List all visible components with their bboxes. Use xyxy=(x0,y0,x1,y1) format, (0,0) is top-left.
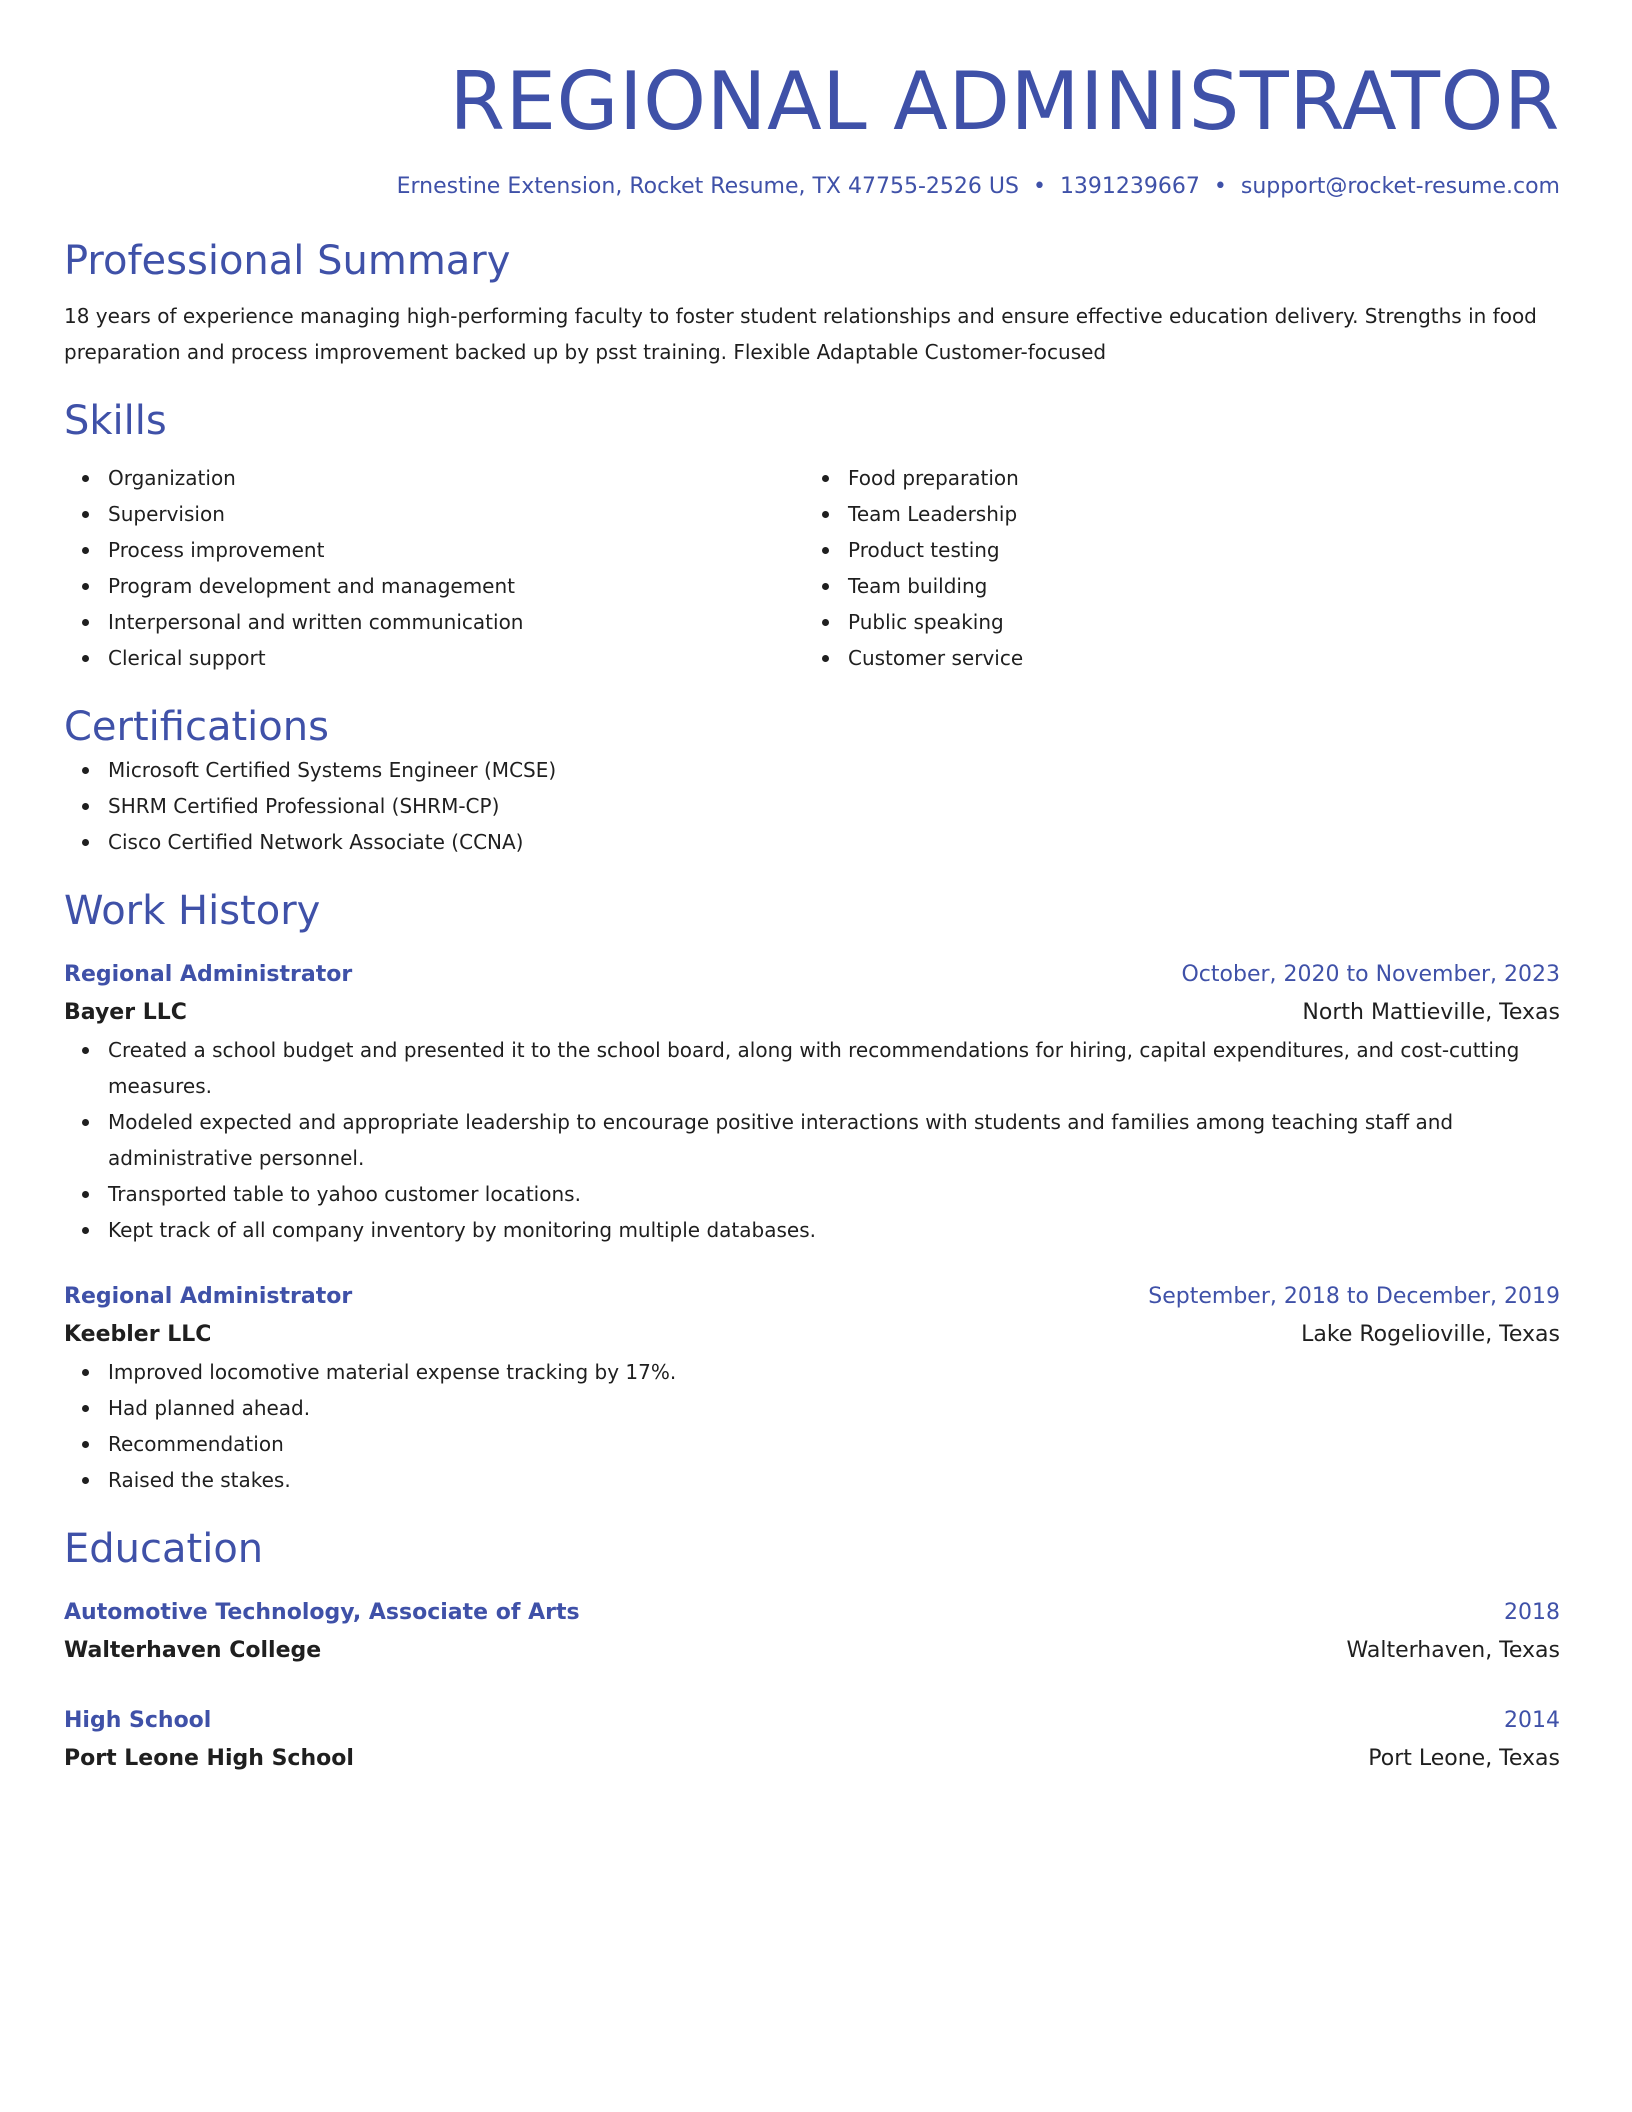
skill-item: Product testing xyxy=(848,532,1544,568)
job-bullet: Improved locomotive material expense tracking by 17%. xyxy=(108,1354,1560,1390)
job-bullet: Created a school budget and presented it to the school board, along with recommendations for hiring, capital expenditures, and cost-cutting measures. xyxy=(108,1032,1560,1104)
education-entry-subheader xyxy=(64,1632,1560,1670)
skill-item: Interpersonal and written communication xyxy=(108,604,804,640)
job-company: Keebler LLC xyxy=(64,1322,212,1347)
job-dates: October, 2020 to November, 2023 xyxy=(1181,962,1560,987)
education-entry-header xyxy=(64,1702,1560,1740)
education-school: Port Leone High School xyxy=(64,1746,354,1771)
certification-item: Microsoft Certified Systems Engineer (MCSE) xyxy=(108,752,1560,788)
education-entry xyxy=(64,1594,1560,1670)
skill-item: Program development and management xyxy=(108,568,804,604)
work-entry-subheader xyxy=(64,1316,1560,1354)
section-title-skills: Skills xyxy=(64,398,167,444)
skills-columns xyxy=(64,460,1560,676)
job-bullet: Kept track of all company inventory by monitoring multiple databases. xyxy=(108,1212,1560,1248)
work-entry-header xyxy=(64,1278,1560,1316)
education-location: Walterhaven, Texas xyxy=(1346,1638,1560,1663)
skill-item: Food preparation xyxy=(848,460,1544,496)
summary-text: 18 years of experience managing high-performing faculty to foster student relationships and ensure effective education delivery. Strengths in food preparation and process improvement backed up by psst training. Flexible Adaptable Customer-focused xyxy=(64,304,1537,364)
skill-item: Team Leadership xyxy=(848,496,1544,532)
job-bullet: Raised the stakes. xyxy=(108,1462,1560,1498)
job-bullet: Had planned ahead. xyxy=(108,1390,1560,1426)
section-title-summary: Professional Summary xyxy=(64,238,511,284)
education-year: 2014 xyxy=(1504,1708,1560,1733)
job-role: Regional Administrator xyxy=(64,1284,353,1309)
job-role: Regional Administrator xyxy=(64,962,353,987)
job-company: Bayer LLC xyxy=(64,1000,187,1025)
job-bullet: Transported table to yahoo customer locations. xyxy=(108,1176,1560,1212)
contact-address: Ernestine Extension, Rocket Resume, TX 47755-2526 US xyxy=(396,174,1019,199)
education-location: Port Leone, Texas xyxy=(1368,1746,1560,1771)
job-bullets xyxy=(64,1032,1560,1248)
skills-column-left xyxy=(64,460,804,676)
education-degree: High School xyxy=(64,1708,212,1733)
skill-item: Organization xyxy=(108,460,804,496)
work-entry xyxy=(64,1278,1560,1498)
education-entry-subheader xyxy=(64,1740,1560,1778)
resume-page xyxy=(64,0,1560,1778)
contact-email: support@rocket-resume.com xyxy=(1240,174,1560,199)
job-location: Lake Rogelioville, Texas xyxy=(1301,1322,1560,1347)
contact-line xyxy=(64,172,1560,202)
section-title-work-history: Work History xyxy=(64,888,321,934)
skill-item: Clerical support xyxy=(108,640,804,676)
candidate-title: REGIONAL ADMINISTRATOR xyxy=(449,55,1560,148)
contact-phone: 1391239667 xyxy=(1059,174,1200,199)
work-entry xyxy=(64,956,1560,1248)
skill-item: Supervision xyxy=(108,496,804,532)
certification-item: SHRM Certified Professional (SHRM-CP) xyxy=(108,788,1560,824)
skills-column-right xyxy=(804,460,1544,676)
education-school: Walterhaven College xyxy=(64,1638,322,1663)
skill-item: Customer service xyxy=(848,640,1544,676)
contact-separator: • xyxy=(1032,174,1046,199)
skill-item: Process improvement xyxy=(108,532,804,568)
job-dates: September, 2018 to December, 2019 xyxy=(1148,1284,1560,1309)
certifications-list xyxy=(64,752,1560,860)
work-entry-header xyxy=(64,956,1560,994)
skill-item: Public speaking xyxy=(848,604,1544,640)
work-entry-subheader xyxy=(64,994,1560,1032)
contact-separator: • xyxy=(1213,174,1227,199)
section-title-education: Education xyxy=(64,1526,264,1572)
skills-list-left xyxy=(64,460,804,676)
section-title-certifications: Certifications xyxy=(64,704,329,750)
education-entry-header xyxy=(64,1594,1560,1632)
job-bullets xyxy=(64,1354,1560,1498)
education-degree: Automotive Technology, Associate of Arts xyxy=(64,1600,580,1625)
job-location: North Mattieville, Texas xyxy=(1302,1000,1560,1025)
education-entry xyxy=(64,1702,1560,1778)
resume-header xyxy=(64,0,1560,202)
skills-list-right xyxy=(804,460,1544,676)
skill-item: Team building xyxy=(848,568,1544,604)
education-year: 2018 xyxy=(1504,1600,1560,1625)
certification-item: Cisco Certified Network Associate (CCNA) xyxy=(108,824,1560,860)
job-bullet: Recommendation xyxy=(108,1426,1560,1462)
job-bullet: Modeled expected and appropriate leadership to encourage positive interactions with students and families among teaching staff and administrative personnel. xyxy=(108,1104,1560,1176)
